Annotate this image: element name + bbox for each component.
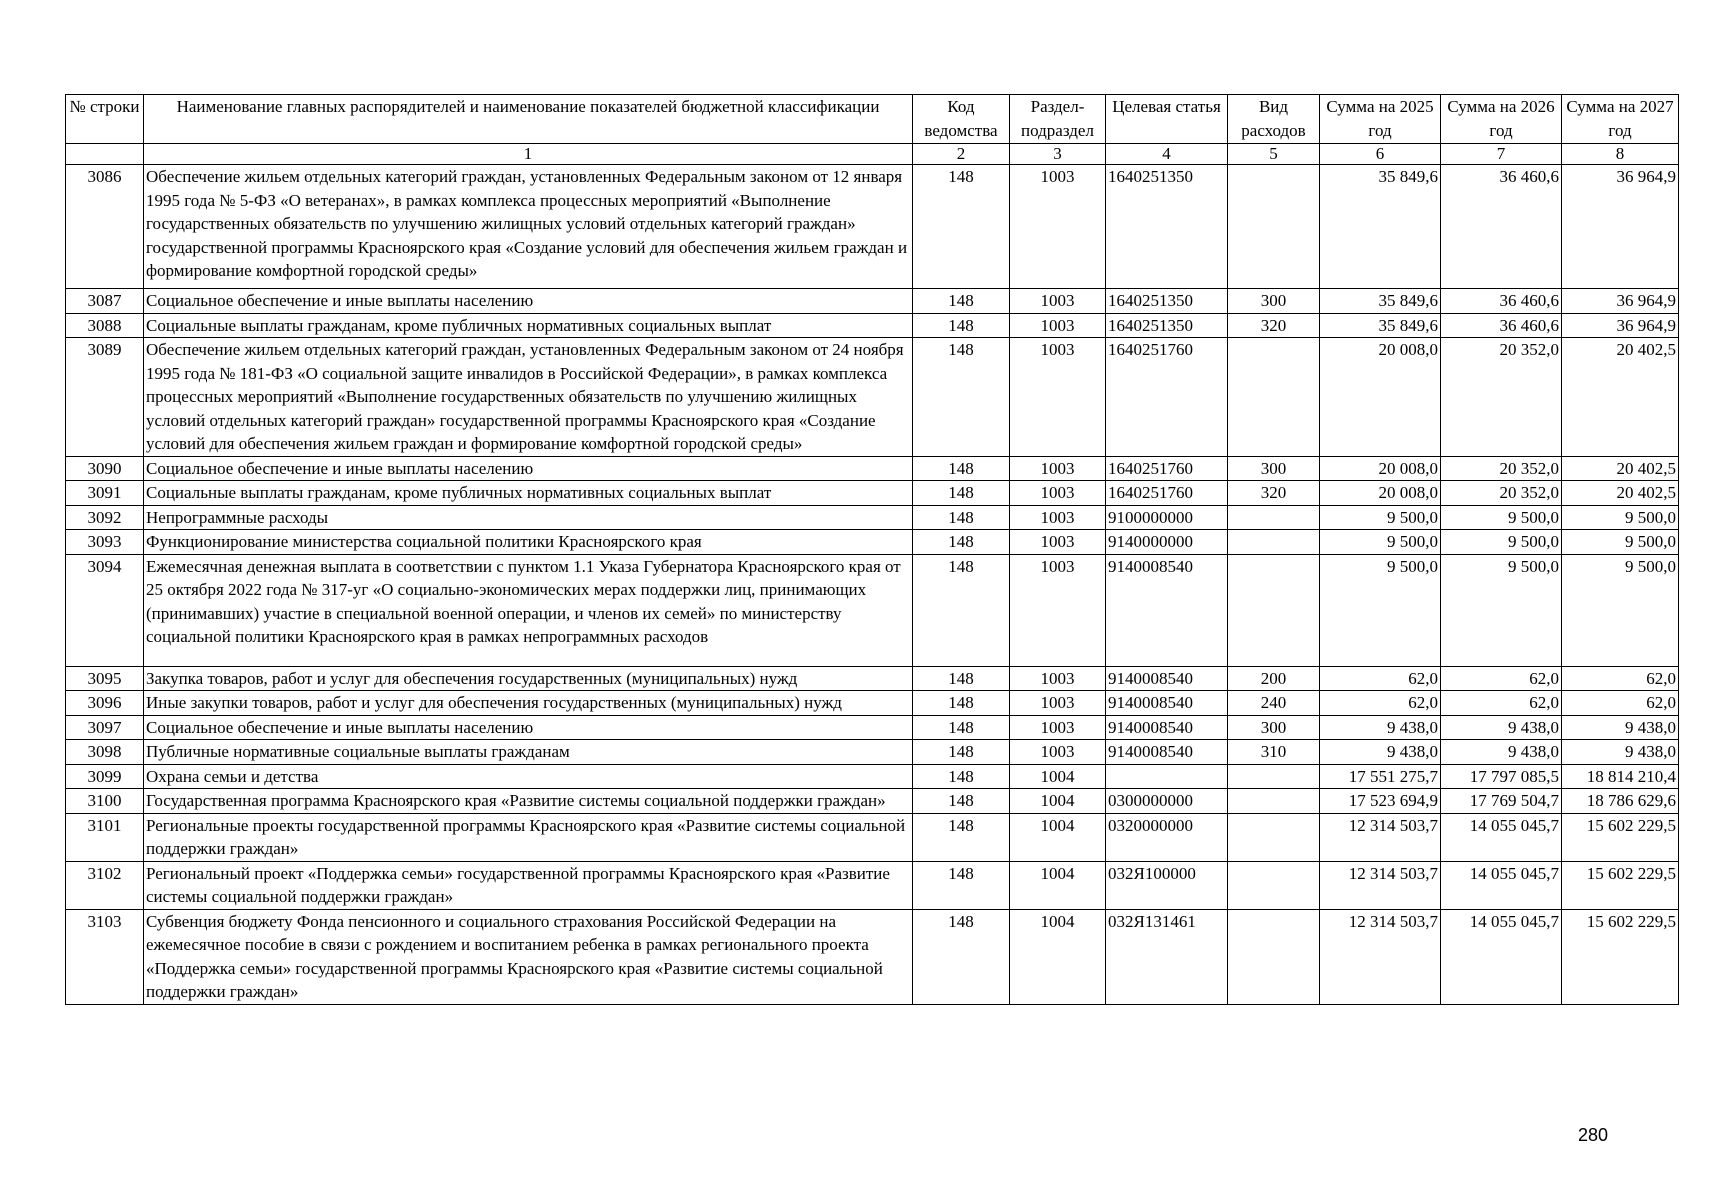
expense-type [1228, 338, 1320, 457]
section-code: 1003 [1010, 505, 1106, 530]
table-row [66, 289, 1679, 314]
sum-2025: 62,0 [1320, 666, 1441, 691]
sum-2027: 20 402,5 [1562, 456, 1679, 481]
dept-code: 148 [913, 740, 1010, 765]
target-article: 1640251760 [1106, 338, 1228, 457]
dept-code: 148 [913, 813, 1010, 861]
expense-type [1228, 505, 1320, 530]
section-code: 1004 [1010, 909, 1106, 1004]
expense-type: 300 [1228, 456, 1320, 481]
row-number: 3102 [66, 861, 144, 909]
target-article: 9140000000 [1106, 530, 1228, 555]
sum-2025: 20 008,0 [1320, 338, 1441, 457]
dept-code: 148 [913, 289, 1010, 314]
dept-code: 148 [913, 456, 1010, 481]
row-name: Публичные нормативные социальные выплаты гражданам [144, 740, 913, 765]
row-name: Закупка товаров, работ и услуг для обеспечения государственных (муниципальных) нужд [144, 666, 913, 691]
target-article: 1640251350 [1106, 313, 1228, 338]
row-name: Социальные выплаты гражданам, кроме публичных нормативных социальных выплат [144, 313, 913, 338]
section-code: 1003 [1010, 740, 1106, 765]
row-name: Региональные проекты государственной программы Красноярского края «Развитие системы социальной поддержки граждан» [144, 813, 913, 861]
colnum-4: 4 [1106, 144, 1228, 165]
sum-2026: 9 500,0 [1441, 530, 1562, 555]
table-body [66, 165, 1679, 1005]
target-article: 9140008540 [1106, 554, 1228, 666]
expense-type: 320 [1228, 481, 1320, 506]
table-row [66, 691, 1679, 716]
sum-2025: 35 849,6 [1320, 165, 1441, 289]
sum-2026: 62,0 [1441, 691, 1562, 716]
sum-2025: 35 849,6 [1320, 313, 1441, 338]
sum-2026: 62,0 [1441, 666, 1562, 691]
row-name: Социальные выплаты гражданам, кроме публичных нормативных социальных выплат [144, 481, 913, 506]
expense-type: 320 [1228, 313, 1320, 338]
row-name: Региональный проект «Поддержка семьи» государственной программы Красноярского края «Развитие системы социальной поддержки граждан» [144, 861, 913, 909]
row-number: 3092 [66, 505, 144, 530]
table-row [66, 554, 1679, 666]
section-code: 1003 [1010, 715, 1106, 740]
sum-2025: 12 314 503,7 [1320, 813, 1441, 861]
dept-code: 148 [913, 909, 1010, 1004]
colnum-1: 1 [144, 144, 913, 165]
section-code: 1003 [1010, 456, 1106, 481]
target-article: 1640251350 [1106, 165, 1228, 289]
row-number: 3094 [66, 554, 144, 666]
sum-2026: 14 055 045,7 [1441, 861, 1562, 909]
section-code: 1003 [1010, 481, 1106, 506]
header-sum-2026: Сумма на 2026 год [1441, 95, 1562, 144]
header-type: Вид расходов [1228, 95, 1320, 144]
expense-type: 300 [1228, 715, 1320, 740]
sum-2025: 9 500,0 [1320, 505, 1441, 530]
section-code: 1003 [1010, 530, 1106, 555]
header-name: Наименование главных распорядителей и наименование показателей бюджетной классификации [144, 95, 913, 144]
table-row [66, 313, 1679, 338]
sum-2027: 18 814 210,4 [1562, 764, 1679, 789]
sum-2027: 36 964,9 [1562, 313, 1679, 338]
row-name: Обеспечение жильем отдельных категорий граждан, установленных Федеральным законом от 24 ноября 1995 года № 181-ФЗ «О социальной защите инвалидов в Российской Федерации», в рамках комплекса процессных мероприятий «Выполнение государственных обязательств по улучшению жилищных условий отдельных категорий граждан» государственной программы Красноярского края «Создание условий для обеспечения жильем граждан и формирование комфортной городской среды» [144, 338, 913, 457]
expense-type [1228, 554, 1320, 666]
sum-2027: 9 500,0 [1562, 554, 1679, 666]
expense-type [1228, 813, 1320, 861]
expense-type [1228, 789, 1320, 814]
target-article: 032Я131461 [1106, 909, 1228, 1004]
row-name: Обеспечение жильем отдельных категорий граждан, установленных Федеральным законом от 12 января 1995 года № 5-ФЗ «О ветеранах», в рамках комплекса процессных мероприятий «Выполнение государственных обязательств по улучшению жилищных условий отдельных категорий граждан» государственной программы Красноярского края «Создание условий для обеспечения жильем граждан и формирование комфортной городской среды» [144, 165, 913, 289]
sum-2026: 17 769 504,7 [1441, 789, 1562, 814]
expense-type: 200 [1228, 666, 1320, 691]
table-row [66, 456, 1679, 481]
dept-code: 148 [913, 530, 1010, 555]
row-name: Ежемесячная денежная выплата в соответствии с пунктом 1.1 Указа Губернатора Красноярского края от 25 октября 2022 года № 317-уг «О социально-экономических мерах поддержки лиц, принимающих (принимавших) участие в специальной военной операции, и членов их семей» по министерству социальной политики Красноярского края в рамках непрограммных расходов [144, 554, 913, 666]
section-code: 1003 [1010, 691, 1106, 716]
header-sum-2027: Сумма на 2027 год [1562, 95, 1679, 144]
expense-type: 310 [1228, 740, 1320, 765]
row-name: Охрана семьи и детства [144, 764, 913, 789]
sum-2026: 14 055 045,7 [1441, 909, 1562, 1004]
sum-2026: 20 352,0 [1441, 456, 1562, 481]
sum-2025: 9 500,0 [1320, 530, 1441, 555]
row-name: Социальное обеспечение и иные выплаты населению [144, 456, 913, 481]
table-row [66, 740, 1679, 765]
target-article: 0300000000 [1106, 789, 1228, 814]
sum-2027: 36 964,9 [1562, 165, 1679, 289]
target-article: 1640251350 [1106, 289, 1228, 314]
header-row-no: № строки [66, 95, 144, 144]
target-article: 1640251760 [1106, 456, 1228, 481]
table-row [66, 789, 1679, 814]
colnum-7: 7 [1441, 144, 1562, 165]
table-row [66, 861, 1679, 909]
dept-code: 148 [913, 715, 1010, 740]
target-article: 0320000000 [1106, 813, 1228, 861]
row-number: 3087 [66, 289, 144, 314]
target-article: 9140008540 [1106, 666, 1228, 691]
row-number: 3097 [66, 715, 144, 740]
section-code: 1003 [1010, 554, 1106, 666]
section-code: 1003 [1010, 338, 1106, 457]
header-row [66, 95, 1679, 144]
sum-2026: 9 500,0 [1441, 554, 1562, 666]
colnum-6: 6 [1320, 144, 1441, 165]
sum-2026: 9 500,0 [1441, 505, 1562, 530]
dept-code: 148 [913, 505, 1010, 530]
table-row [66, 764, 1679, 789]
dept-code: 148 [913, 764, 1010, 789]
table-row [66, 715, 1679, 740]
colnum-3: 3 [1010, 144, 1106, 165]
table-row [66, 530, 1679, 555]
row-number: 3101 [66, 813, 144, 861]
sum-2027: 62,0 [1562, 691, 1679, 716]
sum-2025: 9 438,0 [1320, 740, 1441, 765]
expense-type: 240 [1228, 691, 1320, 716]
section-code: 1004 [1010, 789, 1106, 814]
header-code: Код ведомства [913, 95, 1010, 144]
colnum-2: 2 [913, 144, 1010, 165]
section-code: 1003 [1010, 289, 1106, 314]
sum-2027: 9 438,0 [1562, 715, 1679, 740]
sum-2027: 62,0 [1562, 666, 1679, 691]
row-number: 3086 [66, 165, 144, 289]
row-number: 3090 [66, 456, 144, 481]
expense-type [1228, 764, 1320, 789]
header-section: Раздел-подраздел [1010, 95, 1106, 144]
sum-2025: 20 008,0 [1320, 481, 1441, 506]
sum-2027: 20 402,5 [1562, 338, 1679, 457]
row-name: Государственная программа Красноярского края «Развитие системы социальной поддержки граждан» [144, 789, 913, 814]
sum-2026: 20 352,0 [1441, 338, 1562, 457]
sum-2026: 9 438,0 [1441, 715, 1562, 740]
colnum-0 [66, 144, 144, 165]
target-article: 9100000000 [1106, 505, 1228, 530]
sum-2025: 35 849,6 [1320, 289, 1441, 314]
row-number: 3091 [66, 481, 144, 506]
sum-2026: 36 460,6 [1441, 313, 1562, 338]
target-article: 9140008540 [1106, 715, 1228, 740]
table-row [66, 338, 1679, 457]
colnum-5: 5 [1228, 144, 1320, 165]
sum-2027: 9 500,0 [1562, 530, 1679, 555]
dept-code: 148 [913, 313, 1010, 338]
table-row [66, 666, 1679, 691]
dept-code: 148 [913, 861, 1010, 909]
sum-2026: 9 438,0 [1441, 740, 1562, 765]
target-article: 1640251760 [1106, 481, 1228, 506]
page-number: 280 [1578, 1125, 1609, 1145]
sum-2025: 20 008,0 [1320, 456, 1441, 481]
row-number: 3088 [66, 313, 144, 338]
section-code: 1003 [1010, 165, 1106, 289]
row-number: 3096 [66, 691, 144, 716]
dept-code: 148 [913, 789, 1010, 814]
sum-2027: 9 438,0 [1562, 740, 1679, 765]
table-row [66, 813, 1679, 861]
sum-2026: 36 460,6 [1441, 165, 1562, 289]
row-name: Функционирование министерства социальной политики Красноярского края [144, 530, 913, 555]
row-number: 3100 [66, 789, 144, 814]
section-code: 1003 [1010, 313, 1106, 338]
expense-type: 300 [1228, 289, 1320, 314]
sum-2027: 36 964,9 [1562, 289, 1679, 314]
dept-code: 148 [913, 554, 1010, 666]
sum-2025: 9 438,0 [1320, 715, 1441, 740]
sum-2027: 15 602 229,5 [1562, 909, 1679, 1004]
header-sum-2025: Сумма на 2025 год [1320, 95, 1441, 144]
column-number-row [66, 144, 1679, 165]
sum-2027: 15 602 229,5 [1562, 861, 1679, 909]
sum-2025: 12 314 503,7 [1320, 909, 1441, 1004]
table-row [66, 165, 1679, 289]
row-name: Субвенция бюджету Фонда пенсионного и социального страхования Российской Федерации на ежемесячное пособие в связи с рождением и воспитанием ребенка в рамках регионального проекта «Поддержка семьи» государственной программы Красноярского края «Развитие системы социальной поддержки граждан» [144, 909, 913, 1004]
section-code: 1004 [1010, 764, 1106, 789]
target-article: 9140008540 [1106, 691, 1228, 716]
sum-2026: 17 797 085,5 [1441, 764, 1562, 789]
sum-2025: 9 500,0 [1320, 554, 1441, 666]
table-row [66, 505, 1679, 530]
expense-type [1228, 165, 1320, 289]
expense-type [1228, 861, 1320, 909]
row-number: 3093 [66, 530, 144, 555]
row-number: 3103 [66, 909, 144, 1004]
sum-2027: 18 786 629,6 [1562, 789, 1679, 814]
target-article: 032Я100000 [1106, 861, 1228, 909]
sum-2026: 36 460,6 [1441, 289, 1562, 314]
budget-table [65, 94, 1679, 1005]
colnum-8: 8 [1562, 144, 1679, 165]
sum-2027: 20 402,5 [1562, 481, 1679, 506]
dept-code: 148 [913, 338, 1010, 457]
expense-type [1228, 909, 1320, 1004]
table-row [66, 481, 1679, 506]
row-name: Иные закупки товаров, работ и услуг для обеспечения государственных (муниципальных) нужд [144, 691, 913, 716]
sum-2027: 9 500,0 [1562, 505, 1679, 530]
dept-code: 148 [913, 165, 1010, 289]
sum-2027: 15 602 229,5 [1562, 813, 1679, 861]
row-number: 3095 [66, 666, 144, 691]
section-code: 1003 [1010, 666, 1106, 691]
row-number: 3099 [66, 764, 144, 789]
header-target: Целевая статья [1106, 95, 1228, 144]
sum-2025: 12 314 503,7 [1320, 861, 1441, 909]
sum-2026: 20 352,0 [1441, 481, 1562, 506]
row-name: Социальное обеспечение и иные выплаты населению [144, 289, 913, 314]
row-name: Непрограммные расходы [144, 505, 913, 530]
section-code: 1004 [1010, 861, 1106, 909]
table-row [66, 909, 1679, 1004]
target-article: 9140008540 [1106, 740, 1228, 765]
row-number: 3098 [66, 740, 144, 765]
row-name: Социальное обеспечение и иные выплаты населению [144, 715, 913, 740]
dept-code: 148 [913, 481, 1010, 506]
row-number: 3089 [66, 338, 144, 457]
target-article [1106, 764, 1228, 789]
sum-2026: 14 055 045,7 [1441, 813, 1562, 861]
sum-2025: 62,0 [1320, 691, 1441, 716]
dept-code: 148 [913, 666, 1010, 691]
sum-2025: 17 551 275,7 [1320, 764, 1441, 789]
dept-code: 148 [913, 691, 1010, 716]
expense-type [1228, 530, 1320, 555]
sum-2025: 17 523 694,9 [1320, 789, 1441, 814]
section-code: 1004 [1010, 813, 1106, 861]
